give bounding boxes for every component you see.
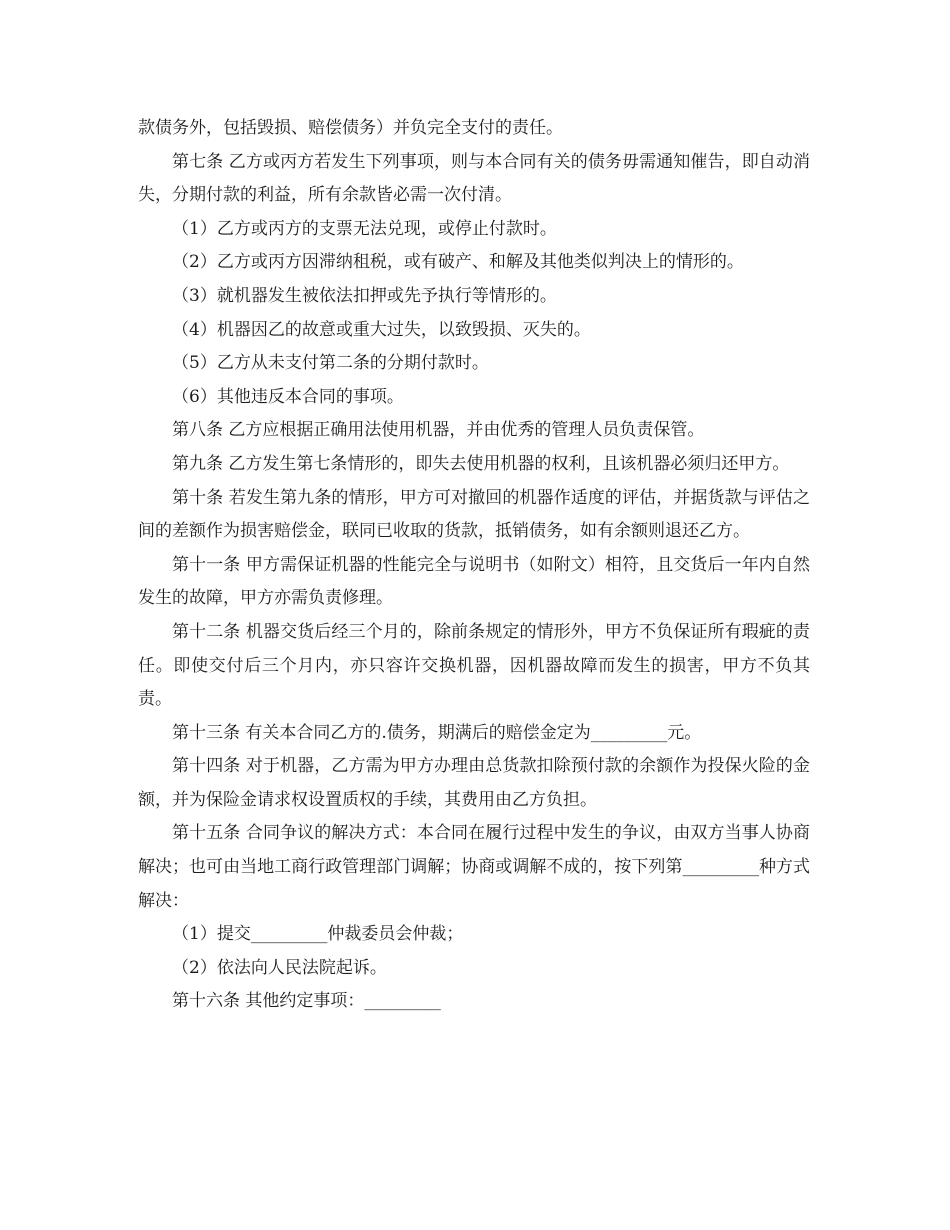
article-15-item-1: （1）提交_________仲裁委员会仲裁； [172,924,464,945]
article-7: 第七条 乙方或丙方若发生下列事项，则与本合同有关的债务毋需通知催告，即自动消失，分期付款的利益，所有余款皆必需一次付清。 [138,151,810,206]
article-7-item-4: （4）机器因乙的故意或重大过失，以致毁损、灭失的。 [172,319,591,340]
article-7-item-3: （3）就机器发生被依法扣押或先予执行等情形的。 [172,285,557,306]
article-13: 第十三条 有关本合同乙方的.债务，期满后的赔偿金定为_________元。 [172,722,702,743]
article-12: 第十二条 机器交货后经三个月的，除前条规定的情形外，甲方不负保证所有瑕疵的责任。即使交付后三个月内，亦只容许交换机器，因机器故障而发生的损害，甲方不负其责。 [138,621,810,710]
article-7-item-2: （2）乙方或丙方因滞纳租税，或有破产、和解及其他类似判决上的情形的。 [172,252,744,273]
article-7-item-1: （1）乙方或丙方的支票无法兑现，或停止付款时。 [172,218,557,239]
article-9: 第九条 乙方发生第七条情形的，即失去使用机器的权利，且该机器必须归还甲方。 [172,453,790,474]
article-15: 第十五条 合同争议的解决方式：本合同在履行过程中发生的争议，由双方当事人协商解决；也可由当地工商行政管理部门调解；协商或调解不成的，按下列第_________种方式解决： [138,823,810,911]
article-15-item-2: （2）依法向人民法院起诉。 [172,957,387,978]
article-10: 第十条 若发生第九条的情形，甲方可对撤回的机器作适度的评估，并据货款与评估之间的差额作为损害赔偿金，联同已收取的货款，抵销债务，如有余额则退还乙方。 [138,487,810,542]
article-11: 第十一条 甲方需保证机器的性能完全与说明书（如附文）相符，且交货后一年内自然发生的故障，甲方亦需负责修理。 [138,554,810,609]
article-14: 第十四条 对于机器，乙方需为甲方办理由总货款扣除预付款的余额作为投保火险的金额，并为保险金请求权设置质权的手续，其费用由乙方负担。 [138,756,810,810]
article-8: 第八条 乙方应根据正确用法使用机器，并由优秀的管理人员负责保管。 [172,420,705,441]
contract-body [138,112,810,1019]
article-7-item-5: （5）乙方从未支付第二条的分期付款时。 [172,353,489,374]
paragraph-continuation: 款债务外，包括毁损、赔偿债务）并负完全支付的责任。 [138,118,563,138]
article-16: 第十六条 其他约定事项：_________ [172,991,441,1012]
article-7-item-6: （6）其他违反本合同的事项。 [172,386,404,407]
